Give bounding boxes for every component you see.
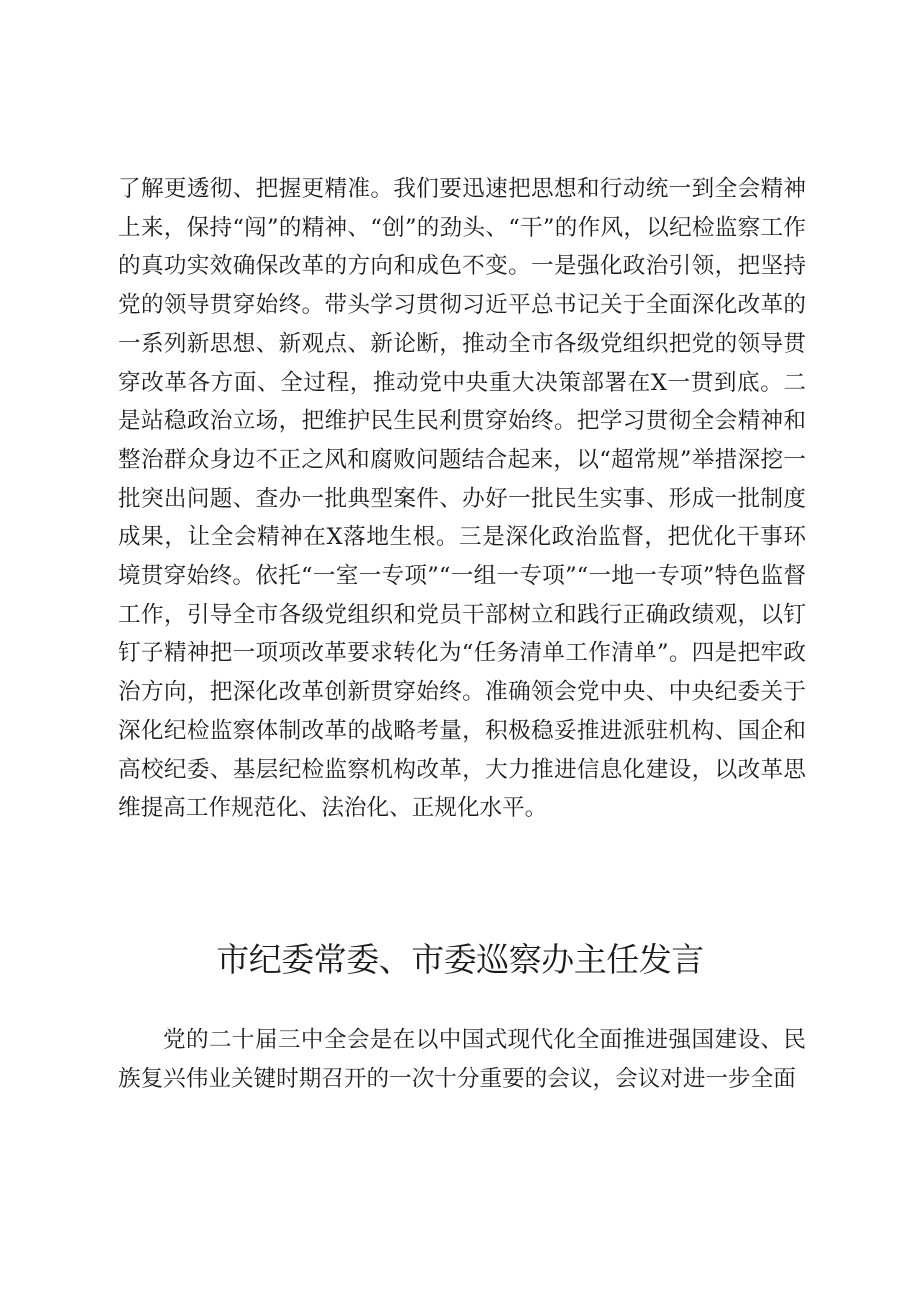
- section-heading: 市纪委常委、市委巡察办主任发言: [216, 940, 704, 979]
- body-paragraph: 党的二十届三中全会是在以中国式现代化全面推进强国建设、民族复兴伟业关键时期召开的一次十分重要的会议，会议对进一步全面: [118, 1027, 806, 1092]
- body-paragraph: 了解更透彻、把握更精准。我们要迅速把思想和行动统一到全会精神上来，保持“闯”的精神、“创”的劲头、“干”的作风，以纪检监察工作的真功实效确保改革的方向和成色不变。一是强化政治引领，把坚持党的领导贯穿始终。带头学习贯彻习近平总书记关于全面深化改革的一系列新思想、新观点、新论断，推动全市各级党组织把党的领导贯穿改革各方面、全过程，推动党中央重大决策部署在X一贯到底。二是站稳政治立场，把维护民生民利贯穿始终。把学习贯彻全会精神和整治群众身边不正之风和腐败问题结合起来，以“超常规”举措深挖一批突出问题、查办一批典型案件、办好一批民生实事、形成一批制度成果，让全会精神在X落地生根。三是深化政治监督，把优化干事环境贯穿始终。依托“一室一专项”“一组一专项”“一地一专项”特色监督工作，引导全市各级党组织和党员干部树立和践行正确政绩观，以钉钉子精神把一项项改革要求转化为“任务清单工作清单”。四是把牢政治方向，把深化改革创新贯穿始终。准确领会党中央、中央纪委关于深化纪检监察体制改革的战略考量，积极稳妥推进派驻机构、国企和高校纪委、基层纪检监察机构改革，大力推进信息化建设，以改革思维提高工作规范化、法治化、正规化水平。: [118, 176, 806, 822]
